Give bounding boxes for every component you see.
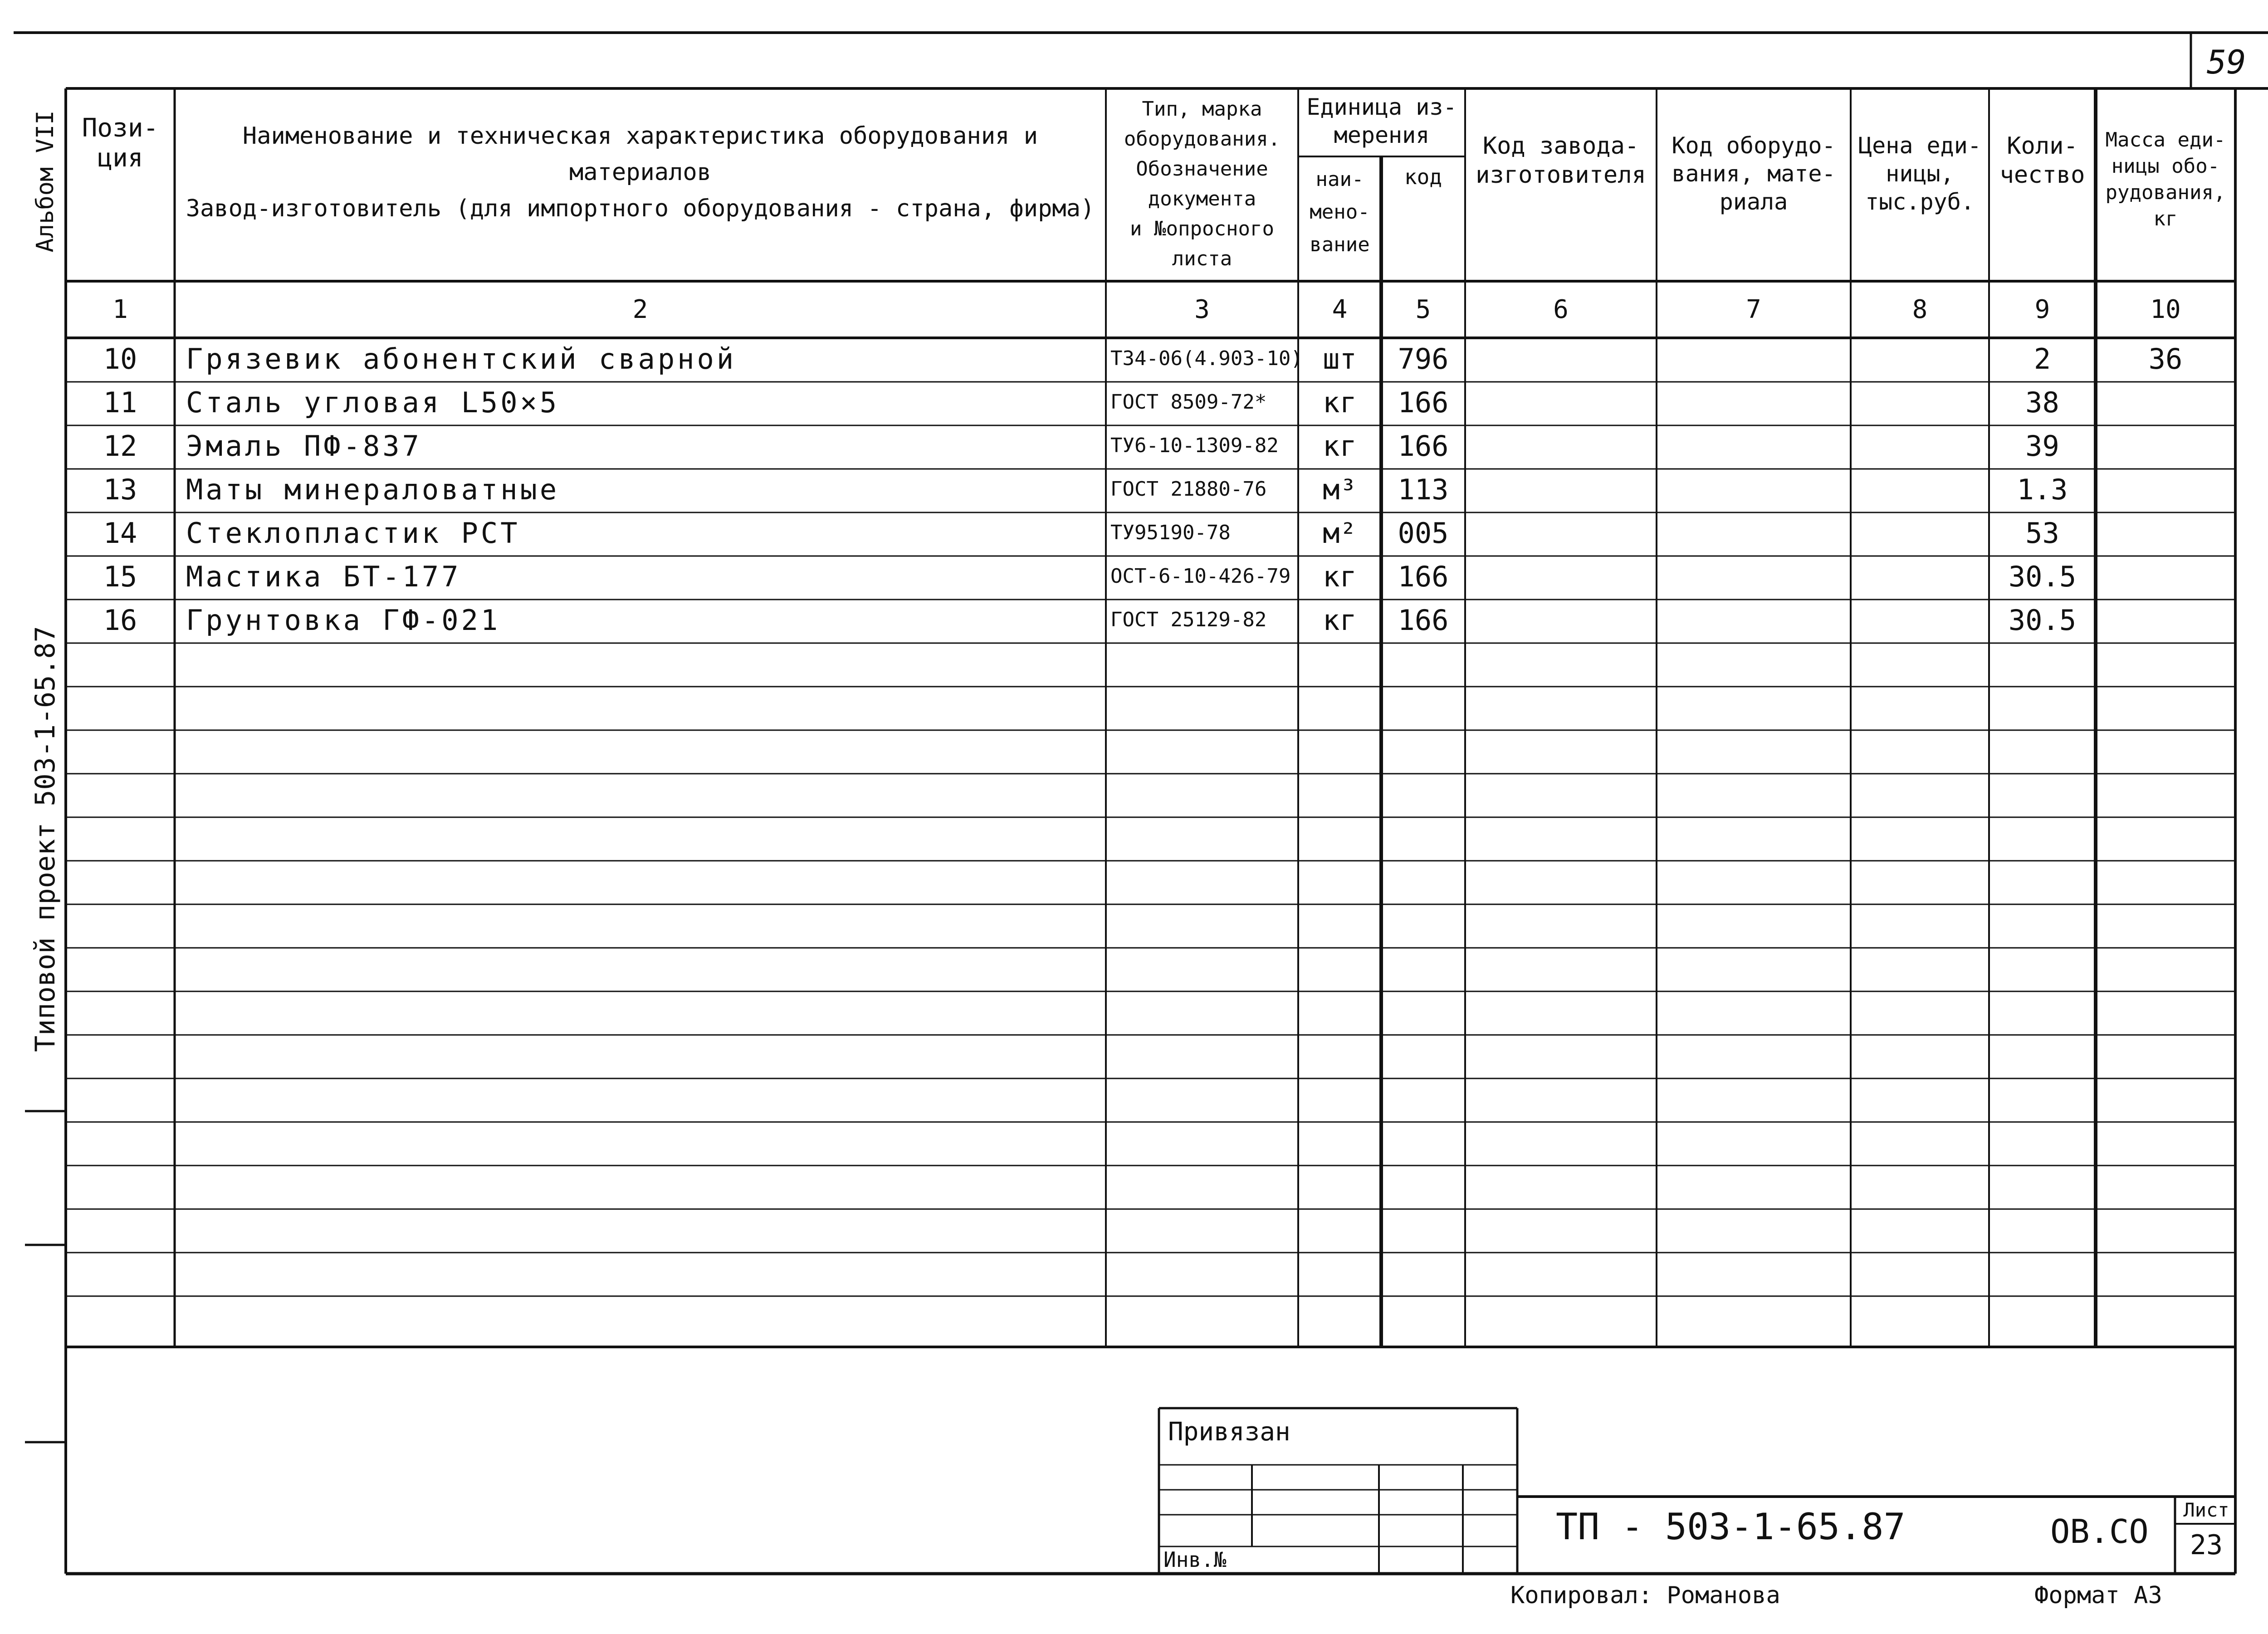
row-code: 166 <box>1398 386 1449 419</box>
header-unit-code: код <box>1404 165 1442 189</box>
header-quantity: Коли- чество <box>1999 132 2085 189</box>
row-code: 796 <box>1398 342 1449 376</box>
stamp-sheet-number: 23 <box>2190 1529 2223 1561</box>
row-name: Эмаль ПФ-837 <box>186 429 422 463</box>
row-pos: 11 <box>103 386 137 419</box>
row-name: Сталь угловая L50×5 <box>186 386 560 419</box>
row-code: 166 <box>1398 429 1449 463</box>
row-name: Грязевик абонентский сварной <box>186 342 737 376</box>
header-position: Пози- ция <box>82 113 159 173</box>
row-unit: кг <box>1323 560 1357 593</box>
header-equipment-code: Код оборудо- вания, мате- риала <box>1672 132 1836 215</box>
header-name: Наименование и техническая характеристика оборудования и материалов Завод-изготовитель (для импортного оборудования - страна, фирма) <box>186 122 1095 222</box>
footer-format: Формат А3 <box>2034 1582 2162 1609</box>
row-type: ГОСТ 21880-76 <box>1110 478 1267 501</box>
colnum-4: 4 <box>1332 295 1348 324</box>
row-type: ГОСТ 8509-72* <box>1110 390 1267 414</box>
colnum-6: 6 <box>1553 295 1569 324</box>
row-pos: 16 <box>103 604 137 637</box>
row-type: Т34-06(4.903-10) <box>1110 347 1303 370</box>
row-name: Грунтовка ГФ-021 <box>186 604 501 637</box>
header-factory-code: Код завода- изготовителя <box>1476 132 1646 189</box>
sheet-corner-number: 59 <box>2207 43 2246 81</box>
colnum-10: 10 <box>2150 295 2181 324</box>
row-unit: кг <box>1323 429 1357 463</box>
row-qty: 2 <box>2033 342 2051 376</box>
row-name: Стеклопластик РСТ <box>186 517 520 550</box>
row-pos: 13 <box>103 473 137 506</box>
row-qty: 39 <box>2025 429 2059 463</box>
row-unit: шт <box>1323 342 1357 376</box>
row-unit: м³ <box>1323 473 1357 506</box>
stamp-sheet-label: Лист <box>2183 1499 2229 1521</box>
colnum-9: 9 <box>2034 295 2050 324</box>
row-qty: 53 <box>2025 517 2059 550</box>
row-type: ТУ95190-78 <box>1110 521 1231 544</box>
row-pos: 14 <box>103 517 137 550</box>
row-qty: 30.5 <box>2008 604 2077 637</box>
row-unit: кг <box>1323 386 1357 419</box>
stamp-designation: ТП - 503-1-65.87 <box>1556 1506 1906 1548</box>
row-pos: 12 <box>103 429 137 463</box>
colnum-3: 3 <box>1194 295 1210 324</box>
colnum-7: 7 <box>1746 295 1761 324</box>
row-qty: 30.5 <box>2008 560 2077 593</box>
row-code: 113 <box>1398 473 1449 506</box>
colnum-2: 2 <box>632 295 648 324</box>
row-qty: 1.3 <box>2017 473 2068 506</box>
stamp-attached: Привязан <box>1168 1417 1290 1447</box>
row-mass: 36 <box>2148 342 2183 376</box>
footer-copied: Копировал: Романова <box>1510 1582 1780 1609</box>
row-unit: м² <box>1323 517 1357 550</box>
colnum-8: 8 <box>1912 295 1928 324</box>
header-mass: Масса еди- ницы обо- рудования, кг <box>2105 128 2226 230</box>
row-pos: 15 <box>103 560 137 593</box>
row-type: ТУ6-10-1309-82 <box>1110 434 1279 457</box>
album-label: Альбом VII <box>32 110 59 253</box>
project-label: Типовой проект 503-1-65.87 <box>29 626 61 1052</box>
row-unit: кг <box>1323 604 1357 637</box>
colnum-5: 5 <box>1415 295 1431 324</box>
header-type: Тип, марка оборудования. Обозначение документа и №опросного листа <box>1124 98 1281 270</box>
row-name: Мастика БТ-177 <box>186 560 461 593</box>
row-code: 005 <box>1398 517 1449 550</box>
row-code: 166 <box>1398 604 1449 637</box>
stamp-inv-no: Инв.№ <box>1163 1547 1227 1572</box>
header-unit-group: Единица из- мерения <box>1306 94 1457 148</box>
row-qty: 38 <box>2025 386 2059 419</box>
row-type: ГОСТ 25129-82 <box>1110 608 1267 631</box>
row-name: Маты минераловатные <box>186 473 560 506</box>
header-unit-name: наи- мено- вание <box>1310 168 1370 256</box>
row-pos: 10 <box>103 342 137 376</box>
colnum-1: 1 <box>112 295 128 324</box>
header-price: Цена еди- ницы, тыс.руб. <box>1858 132 1981 215</box>
row-code: 166 <box>1398 560 1449 593</box>
row-type: ОСТ-6-10-426-79 <box>1110 565 1291 588</box>
stamp-doc-code: ОВ.СО <box>2050 1512 2149 1551</box>
